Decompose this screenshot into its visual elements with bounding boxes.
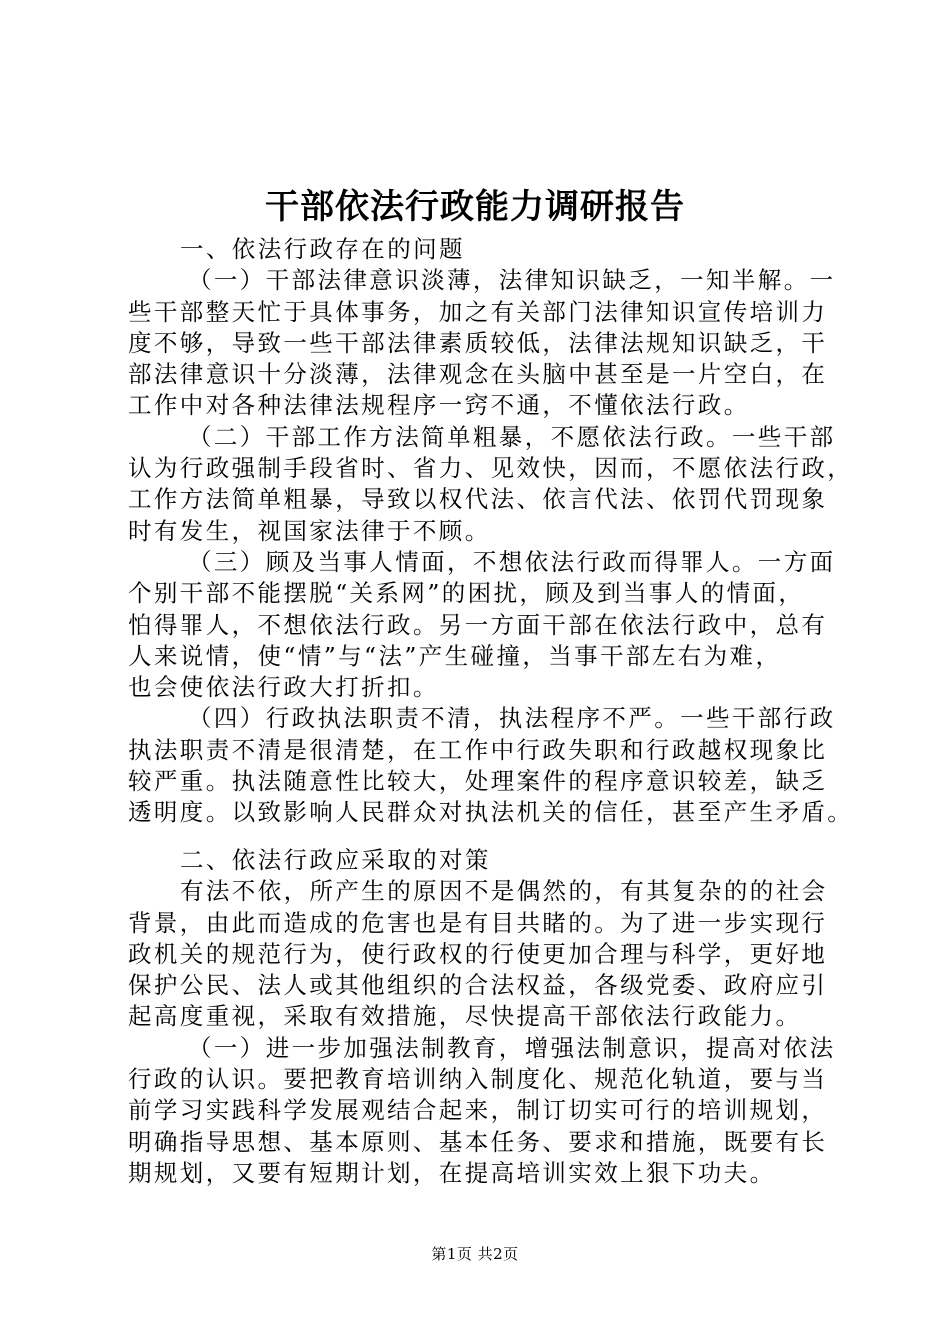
page-footer: 第1页 共2页 — [431, 1245, 519, 1263]
paragraph-line: （四）行政执法职责不清，执法程序不严。一些干部行政 — [188, 704, 836, 733]
paragraph-line: 保护公民、法人或其他组织的合法权益，各级党委、政府应引 — [128, 971, 828, 1000]
paragraph-line: 明确指导思想、基本原则、基本任务、要求和措施，既要有长 — [128, 1127, 828, 1156]
paragraph-line: 工作方法简单粗暴，导致以权代法、依言代法、依罚代罚现象 — [128, 485, 828, 514]
paragraph-line: 前学习实践科学发展观结合起来，制订切实可行的培训规划， — [128, 1096, 828, 1125]
paragraph-line: （二）干部工作方法简单粗暴，不愿依法行政。一些干部 — [188, 422, 836, 451]
paragraph-line: 些干部整天忙于具体事务，加之有关部门法律知识宣传培训力 — [128, 297, 828, 326]
paragraph-line: 部法律意识十分淡薄，法律观念在头脑中甚至是一片空白，在 — [128, 360, 828, 389]
document-title: 干部依法行政能力调研报告 — [265, 187, 685, 227]
paragraph-line: 政机关的规范行为，使行政权的行使更加合理与科学，更好地 — [128, 939, 828, 968]
paragraph-4 — [128, 703, 854, 828]
paragraph-line: 怕得罪人，不想依法行政。另一方面干部在依法行政中，总有 — [128, 610, 828, 639]
paragraph-line: 期规划，又要有短期计划，在提高培训实效上狠下功夫。 — [128, 1158, 776, 1187]
paragraph-line: 时有发生，视国家法律于不顾。 — [128, 516, 491, 545]
paragraph-line: 认为行政强制手段省时、省力、见效快，因而，不愿依法行政， — [128, 454, 854, 483]
paragraph-line: （一）进一步加强法制教育，增强法制意识，提高对依法 — [188, 1033, 836, 1062]
paragraph-line: 也会使依法行政大打折扣。 — [128, 673, 439, 702]
paragraph-line: 人来说情，使“情”与“法”产生碰撞，当事干部左右为难， — [128, 641, 782, 670]
paragraph-1 — [128, 265, 848, 421]
section-heading: 二、依法行政应采取的对策 — [180, 846, 491, 874]
paragraph-2 — [128, 422, 854, 547]
paragraph-line: 工作中对各种法律法规程序一窍不通，不懂依法行政。 — [128, 391, 750, 420]
paragraph-3 — [128, 547, 848, 703]
paragraph-line: 执法职责不清是很清楚，在工作中行政失职和行政越权现象比 — [128, 735, 828, 764]
paragraph-line: 透明度。以致影响人民群众对执法机关的信任，甚至产生矛盾。 — [128, 798, 854, 827]
section-1 — [128, 234, 854, 829]
section-2 — [128, 845, 848, 1189]
paragraph-line: 有法不依，所产生的原因不是偶然的，有其复杂的的社会 — [180, 877, 828, 906]
paragraph-line: 背景，由此而造成的危害也是有目共睹的。为了进一步实现行 — [128, 908, 828, 937]
paragraph-line: 行政的认识。要把教育培训纳入制度化、规范化轨道，要与当 — [128, 1065, 828, 1094]
paragraph-line: （三）顾及当事人情面，不想依法行政而得罪人。一方面 — [188, 547, 836, 576]
paragraph-6 — [128, 1033, 848, 1189]
paragraph-line: 较严重。执法随意性比较大，处理案件的程序意识较差，缺乏 — [128, 767, 828, 796]
paragraph-line: 度不够，导致一些干部法律素质较低，法律法规知识缺乏，干 — [128, 328, 828, 357]
paragraph-line: 起高度重视，采取有效措施，尽快提高干部依法行政能力。 — [128, 1002, 802, 1031]
paragraph-5 — [128, 876, 848, 1032]
paragraph-line: 个别干部不能摆脱“关系网”的困扰，顾及到当事人的情面， — [128, 579, 805, 608]
section-heading: 一、依法行政存在的问题 — [180, 235, 465, 263]
paragraph-line: （一）干部法律意识淡薄，法律知识缺乏，一知半解。一 — [188, 266, 836, 295]
